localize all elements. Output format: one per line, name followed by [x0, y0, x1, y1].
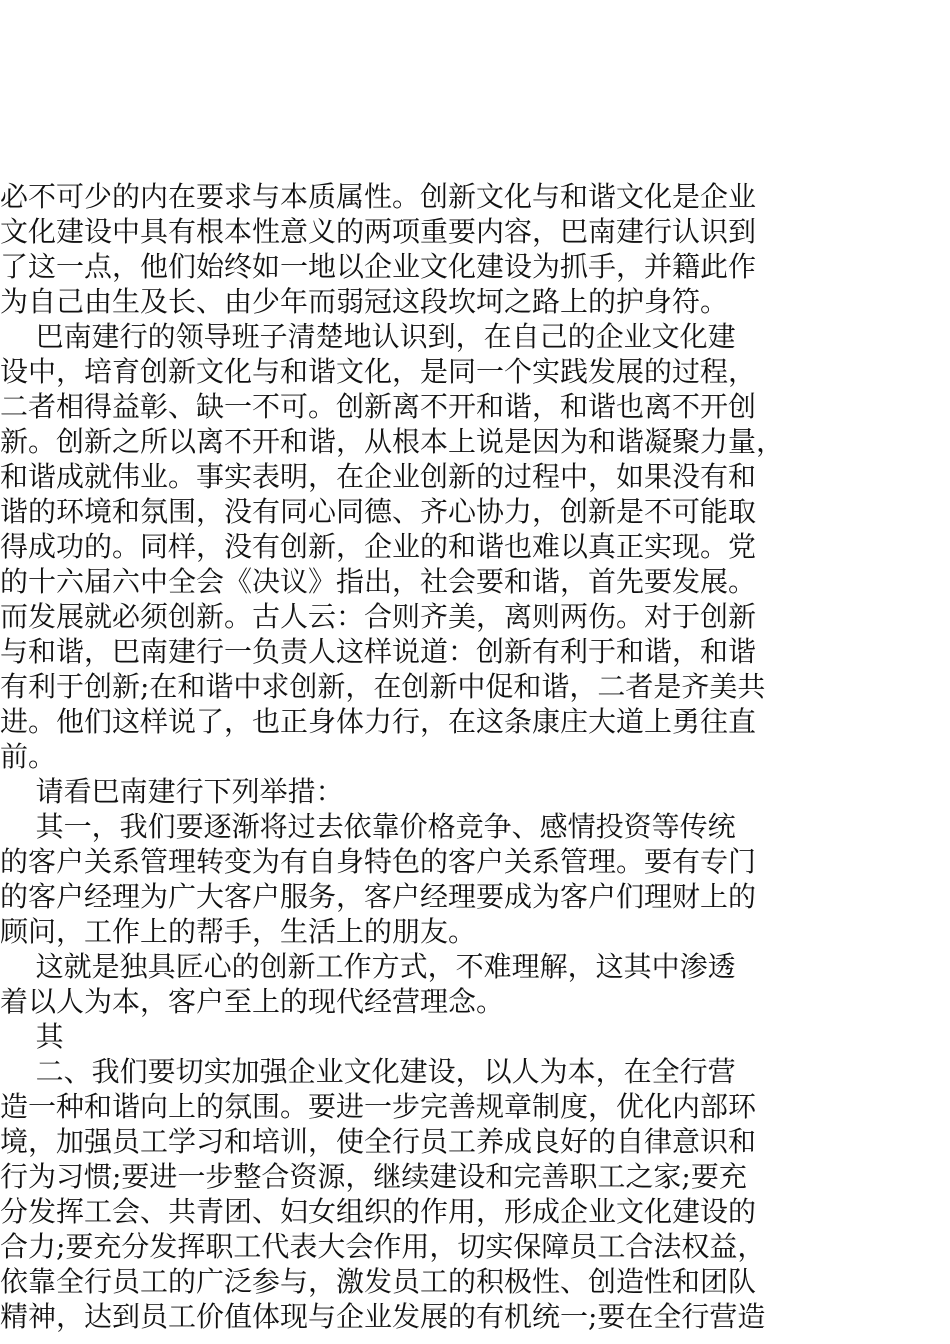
text-line: 而发展就必须创新。古人云：合则齐美，离则两伤。对于创新 — [0, 600, 757, 633]
text-line: 与和谐，巴南建行一负责人这样说道：创新有利于和谐，和谐 — [0, 635, 757, 668]
text-line: 新。创新之所以离不开和谐，从根本上说是因为和谐凝聚力量， — [0, 425, 785, 458]
text-line: 设中，培育创新文化与和谐文化，是同一个实践发展的过程， — [0, 355, 757, 388]
text-line: 二者相得益彰、缺一不可。创新离不开和谐，和谐也离不开创 — [0, 390, 757, 423]
text-line: 二、我们要切实加强企业文化建设，以人为本，在全行营 — [0, 1055, 736, 1088]
text-line: 有利于创新;在和谐中求创新，在创新中促和谐，二者是齐美共 — [0, 670, 766, 703]
text-line: 分发挥工会、共青团、妇女组织的作用，形成企业文化建设的 — [0, 1195, 757, 1228]
text-line: 必不可少的内在要求与本质属性。创新文化与和谐文化是企业 — [0, 180, 757, 213]
text-line: 进。他们这样说了，也正身体力行，在这条康庄大道上勇往直 — [0, 705, 757, 738]
text-line: 谐的环境和氛围，没有同心同德、齐心协力，创新是不可能取 — [0, 495, 757, 528]
text-line: 了这一点，他们始终如一地以企业文化建设为抓手，并籍此作 — [0, 250, 757, 283]
text-line: 文化建设中具有根本性意义的两项重要内容，巴南建行认识到 — [0, 215, 757, 248]
text-line: 和谐成就伟业。事实表明，在企业创新的过程中，如果没有和 — [0, 460, 757, 493]
text-line: 为自己由生及长、由少年而弱冠这段坎坷之路上的护身符。 — [0, 285, 729, 318]
text-line: 前。 — [0, 740, 57, 773]
text-line: 依靠全行员工的广泛参与，激发员工的积极性、创造性和团队 — [0, 1265, 757, 1298]
text-line: 的十六届六中全会《决议》指出，社会要和谐，首先要发展。 — [0, 565, 757, 598]
text-line: 得成功的。同样，没有创新，企业的和谐也难以真正实现。党 — [0, 530, 757, 563]
text-line: 着以人为本，客户至上的现代经营理念。 — [0, 985, 505, 1018]
text-line: 精神，达到员工价值体现与企业发展的有机统一;要在全行营造 — [0, 1300, 766, 1333]
text-line: 的客户经理为广大客户服务，客户经理要成为客户们理财上的 — [0, 880, 757, 913]
text-line: 造一种和谐向上的氛围。要进一步完善规章制度，优化内部环 — [0, 1090, 757, 1123]
text-line: 境，加强员工学习和培训，使全行员工养成良好的自律意识和 — [0, 1125, 757, 1158]
text-line: 请看巴南建行下列举措： — [0, 775, 344, 808]
text-line: 其 — [0, 1020, 64, 1053]
text-line: 行为习惯;要进一步整合资源，继续建设和完善职工之家;要充 — [0, 1160, 747, 1193]
text-line: 巴南建行的领导班子清楚地认识到，在自己的企业文化建 — [0, 320, 736, 353]
text-line: 的客户关系管理转变为有自身特色的客户关系管理。要有专门 — [0, 845, 757, 878]
text-line: 顾问，工作上的帮手，生活上的朋友。 — [0, 915, 477, 948]
text-line: 这就是独具匠心的创新工作方式，不难理解，这其中渗透 — [0, 950, 736, 983]
text-line: 合力;要充分发挥职工代表大会作用，切实保障员工合法权益， — [0, 1230, 766, 1263]
text-line: 其一，我们要逐渐将过去依靠价格竞争、感情投资等传统 — [0, 810, 736, 843]
